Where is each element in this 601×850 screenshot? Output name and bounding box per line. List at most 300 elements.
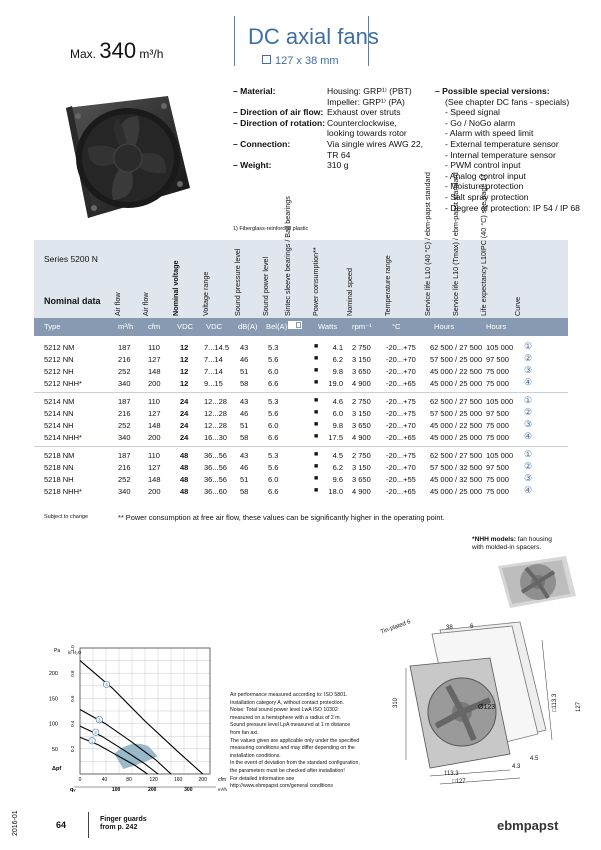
column-header: Air flow: [141, 292, 150, 316]
data-cell: ③: [524, 473, 533, 483]
data-cell: 4.6: [332, 397, 343, 406]
data-cell: 4 900: [352, 433, 371, 442]
data-cell: ■: [314, 397, 319, 404]
data-cell: 9...15: [204, 379, 223, 388]
y-axis-label: Δpf: [52, 766, 62, 772]
column-header: Temperature range: [383, 255, 392, 316]
data-cell: 48: [180, 451, 189, 460]
data-cell: 19.0: [328, 379, 343, 388]
x-tick-cfm: 160: [173, 777, 183, 783]
spec-row: [233, 160, 437, 171]
unit-cell: Type: [44, 322, 61, 331]
special-item: - Alarm with speed limit: [445, 128, 534, 139]
nhh-photo: [496, 556, 576, 608]
data-cell: 51: [240, 475, 249, 484]
data-cell: 2 750: [352, 397, 371, 406]
data-cell: 62 500 / 27 500: [430, 343, 483, 352]
data-cell: 252: [118, 367, 131, 376]
group-separator: [34, 446, 568, 447]
x-unit-cfm: cfm: [218, 777, 227, 783]
data-cell: 148: [148, 421, 161, 430]
data-cell: 16...30: [204, 433, 227, 442]
fan-size: [262, 55, 339, 67]
data-cell: ④: [524, 431, 533, 441]
column-header: Air flow: [113, 292, 122, 316]
performance-chart: [32, 640, 227, 800]
perf-note-line: installation conditions.: [230, 752, 281, 759]
square-icon: [262, 55, 271, 64]
spec-row: [233, 139, 437, 150]
data-cell: 5.6: [268, 409, 279, 418]
data-cell: 3 150: [352, 355, 371, 364]
data-cell: 187: [118, 451, 131, 460]
series-label: 2: [94, 730, 97, 735]
data-cell: 7...14: [204, 367, 223, 376]
y-tick-label: 200: [48, 671, 58, 678]
spec-key: [233, 128, 327, 139]
x-tick-m3h: 200: [148, 787, 157, 793]
nhh-note: [472, 536, 552, 552]
data-cell: 43: [240, 343, 249, 352]
data-cell: 105 000: [486, 343, 514, 352]
data-cell: 6.6: [268, 433, 279, 442]
spec-value: looking towards rotor: [327, 128, 407, 139]
data-cell: 43: [240, 451, 249, 460]
data-cell: 75 000: [486, 487, 509, 496]
perf-note-line: For detailed information see: [230, 775, 295, 782]
data-cell: -20...+70: [386, 421, 416, 430]
data-cell: 9.8: [332, 421, 343, 430]
type-cell: 5218 NH: [44, 475, 74, 484]
data-cell: 58: [240, 433, 249, 442]
data-cell: ■: [314, 343, 319, 350]
data-cell: ■: [314, 487, 319, 494]
column-header: Sound power level: [261, 256, 270, 316]
data-cell: 6.2: [332, 355, 343, 364]
x-tick-cfm: 0: [78, 777, 82, 783]
y-tick-label: 50: [51, 746, 58, 753]
column-header: Service life L10 (Tmax) / ebm-papst standard: [451, 172, 460, 316]
x-tick-m3h: 100: [111, 787, 121, 793]
data-cell: 3 650: [352, 475, 371, 484]
dim-127-bottom: □127: [452, 779, 466, 785]
x-axis-label: qᵥ: [70, 787, 76, 793]
data-cell: 75 000: [486, 475, 509, 484]
spec-row: [233, 97, 437, 108]
data-cell: 110: [148, 343, 160, 352]
type-cell: 5214 NN: [44, 409, 74, 418]
data-cell: 12...28: [204, 409, 227, 418]
y-tick-label-inh2o: 0.4: [70, 720, 75, 727]
column-header: Voltage range: [201, 271, 210, 316]
data-cell: 62 500 / 27 500: [430, 397, 483, 406]
data-cell: 216: [118, 463, 131, 472]
data-cell: 24: [180, 421, 189, 430]
dim-4-5: 4.5: [530, 756, 539, 762]
data-cell: 36...60: [204, 487, 227, 496]
perf-note-line: Air performance measured according to: ISO 5801.: [230, 692, 348, 698]
guards-line1: Finger guards: [100, 816, 147, 823]
data-cell: 57 500 / 25 000: [430, 355, 483, 364]
data-cell: 62 500 / 27 500: [430, 451, 483, 460]
data-cell: 57 500 / 25 000: [430, 409, 483, 418]
special-heading: – Possible special versions:: [435, 86, 550, 96]
data-cell: 5.3: [268, 451, 279, 460]
data-cell: 58: [240, 487, 249, 496]
data-cell: ■: [314, 451, 319, 458]
data-cell: ①: [524, 395, 533, 405]
special-item: - PWM control input: [445, 160, 521, 171]
special-item: - Analog control input: [445, 170, 526, 181]
data-cell: 45 000 / 22 500: [430, 367, 483, 376]
type-cell: 5214 NHH*: [44, 433, 82, 442]
data-cell: -20...+70: [386, 367, 416, 376]
data-cell: ④: [524, 485, 533, 495]
data-cell: 252: [118, 475, 131, 484]
special-item: - External temperature sensor: [445, 138, 559, 149]
data-cell: 4.5: [332, 451, 343, 460]
logo-papst: papst: [523, 818, 559, 833]
perf-note-line: In the event of deviation from the standard configuration,: [230, 760, 360, 767]
data-cell: 5.3: [268, 397, 279, 406]
spec-value: 310 g: [327, 160, 349, 171]
data-cell: 12: [180, 367, 189, 376]
unit-cell: dB(A): [238, 322, 258, 331]
dim-tin: Tin-plated 6: [380, 619, 412, 636]
perf-note-line: http://www.ebmpapst.com/general conditions: [230, 783, 333, 790]
fan-size-text: 127 x 38 mm: [275, 55, 339, 67]
data-cell: ②: [524, 461, 533, 471]
data-cell: 2 750: [352, 343, 371, 352]
table-row: [34, 486, 568, 498]
data-cell: 18.0: [328, 487, 343, 496]
data-cell: 24: [180, 409, 189, 418]
spec-row: [233, 107, 437, 118]
spec-value: TR 64: [327, 149, 351, 160]
column-header: Life expectancy L10IPC (40 °C) see page 17: [479, 173, 488, 316]
data-cell: 75 000: [486, 421, 509, 430]
data-cell: 36...56: [204, 451, 227, 460]
data-cell: 5.6: [268, 463, 279, 472]
spec-value: Via single wires AWG 22,: [327, 138, 424, 149]
data-cell: 12...28: [204, 397, 227, 406]
special-item: - Speed signal: [445, 107, 500, 118]
bearing-legend-icon: [288, 321, 302, 330]
spec-row: [233, 128, 437, 139]
series-label: 1: [90, 738, 94, 744]
spec-value: Impeller: GRP¹⁾ (PA): [327, 96, 405, 107]
data-cell: 36...56: [204, 475, 227, 484]
data-cell: ■: [314, 379, 319, 386]
nhh-line2: with molded-in spacers.: [472, 544, 542, 551]
performance-notes: [230, 692, 380, 791]
data-cell: 97 500: [486, 355, 509, 364]
unit-cell: Hours: [434, 322, 455, 331]
page-title: DC axial fans: [248, 24, 379, 49]
table-row: [34, 474, 568, 486]
type-cell: 5218 NM: [44, 451, 75, 460]
data-cell: ■: [314, 409, 319, 416]
data-cell: 75 000: [486, 379, 509, 388]
spec-key: [233, 150, 327, 161]
spec-value: Counterclockwise,: [327, 117, 397, 128]
perf-note-line: the parameters must be checked after installation!: [230, 767, 345, 774]
logo-ebm: ebm: [497, 818, 524, 833]
page-number: 64: [56, 820, 67, 830]
spec-key: – Direction of rotation:: [233, 117, 326, 128]
y-unit-label: in H₂O: [68, 650, 82, 655]
nominal-label: Nominal data: [44, 296, 101, 306]
data-cell: 57 500 / 32 500: [430, 463, 483, 472]
special-item: (See chapter DC fans - specials): [445, 96, 570, 107]
data-cell: 6.0: [268, 421, 279, 430]
spec-key: – Connection:: [233, 138, 291, 149]
data-cell: ④: [524, 377, 533, 387]
data-cell: 46: [240, 355, 249, 364]
data-cell: 97 500: [486, 463, 509, 472]
nhh-text: fan housing: [515, 536, 552, 543]
max-value: 340: [99, 38, 137, 63]
type-cell: 5218 NHH*: [44, 487, 82, 496]
data-cell: 127: [148, 355, 161, 364]
data-cell: 127: [148, 463, 161, 472]
data-cell: 3 650: [352, 367, 371, 376]
unit-cell: rpm⁻¹: [352, 322, 372, 331]
y-tick-label: 150: [48, 696, 58, 703]
material-footnote: 1) Fiberglass-reinforced plastic: [233, 226, 309, 232]
data-cell: 97 500: [486, 409, 509, 418]
table-row: [34, 432, 568, 444]
column-header: Power consumption**: [311, 247, 320, 316]
x-tick-m3h: 300: [184, 787, 193, 793]
unit-cell: Hours: [486, 322, 507, 331]
data-cell: -20...+70: [386, 463, 416, 472]
dimension-drawing: [370, 620, 570, 790]
column-header: Sound pressure level: [233, 248, 242, 316]
type-cell: 5212 NN: [44, 355, 74, 364]
nhh-bold: *NHH models:: [472, 536, 516, 543]
table-row: [34, 354, 568, 366]
data-cell: ■: [314, 355, 319, 362]
perf-note-line: Installation category A, without contact protection.: [230, 699, 344, 706]
data-cell: ■: [314, 421, 319, 428]
dim-6: 6: [470, 624, 474, 630]
table-row: [34, 396, 568, 408]
footer-divider: [88, 812, 89, 838]
data-cell: 6.0: [332, 409, 343, 418]
series-label: Series 5200 N: [44, 254, 98, 264]
perf-note-line: measured on a hemisphere with a radius of 2 m.: [230, 714, 342, 721]
dim-4-3: 4.3: [512, 764, 521, 770]
table-row: [34, 462, 568, 474]
special-item: - Salt spray protection: [445, 191, 529, 202]
data-cell: -20...+75: [386, 409, 416, 418]
y-unit-pa: Pa: [54, 648, 61, 654]
data-cell: 4 900: [352, 379, 371, 388]
spec-key: [233, 97, 327, 108]
data-cell: 6.0: [268, 475, 279, 484]
data-cell: 48: [180, 475, 189, 484]
data-cell: 216: [118, 355, 131, 364]
max-unit: m³/h: [139, 47, 164, 61]
table-row: [34, 408, 568, 420]
special-item: - Degree of protection: IP 54 / IP 68: [445, 202, 580, 213]
data-cell: 6.0: [268, 367, 279, 376]
data-cell: 46: [240, 463, 249, 472]
units-row: [34, 318, 568, 336]
data-cell: ③: [524, 419, 533, 429]
data-cell: 340: [118, 379, 131, 388]
dim-127: 127: [576, 701, 582, 712]
data-cell: ■: [314, 463, 319, 470]
data-cell: 252: [118, 421, 131, 430]
y-tick-label-inh2o: 0.8: [70, 670, 75, 677]
x-tick-cfm: 40: [101, 777, 108, 783]
data-cell: ■: [314, 433, 319, 440]
x-tick-cfm: 80: [126, 777, 132, 783]
data-cell: 45 000 / 25 000: [430, 487, 483, 496]
footer-year: 2016-01: [12, 810, 19, 836]
column-header: Service life L10 (40 °C) / ebm-papst standard: [423, 172, 432, 316]
data-cell: ②: [524, 353, 533, 363]
data-cell: ①: [524, 341, 533, 351]
data-cell: 6.2: [332, 463, 343, 472]
spec-key: – Direction of air flow:: [233, 107, 324, 118]
data-cell: 7...14: [204, 355, 223, 364]
type-cell: 5212 NH: [44, 367, 74, 376]
series-label: 3: [98, 717, 101, 723]
data-cell: 17.5: [328, 433, 343, 442]
data-cell: 36...56: [204, 463, 227, 472]
data-cell: 4 900: [352, 487, 371, 496]
data-cell: 200: [148, 433, 161, 442]
data-cell: 12...28: [204, 421, 227, 430]
unit-cell: Watts: [318, 322, 338, 331]
data-cell: 12: [180, 379, 189, 388]
data-cell: 110: [148, 451, 160, 460]
x-tick-cfm: 120: [149, 777, 158, 783]
spec-list: [233, 86, 437, 171]
data-cell: 200: [148, 379, 161, 388]
special-item: - Go / NoGo alarm: [445, 117, 516, 128]
data-cell: 24: [180, 433, 189, 442]
unit-cell: cfm: [148, 322, 161, 331]
dim-38: 38: [446, 625, 453, 631]
data-cell: 340: [118, 487, 131, 496]
guards-line2: from p. 242: [100, 824, 138, 831]
y-tick-label-inh2o: 1.0: [70, 645, 75, 652]
data-cell: 148: [148, 367, 161, 376]
data-cell: -20...+70: [386, 355, 416, 364]
data-cell: 6.6: [268, 379, 279, 388]
data-cell: 3 650: [352, 421, 371, 430]
data-cell: 46: [240, 409, 249, 418]
data-cell: 2 750: [352, 451, 371, 460]
group-separator: [34, 392, 568, 393]
data-cell: 4.1: [332, 343, 343, 352]
type-cell: 5214 NM: [44, 397, 75, 406]
power-note: ** Power consumption at free air flow, these values can be significantly higher in the operating point.: [118, 513, 445, 522]
unit-cell: VDC: [177, 322, 194, 331]
data-cell: 5.6: [268, 355, 279, 364]
perf-note-line: The values given are applicable only under the specified: [230, 737, 360, 744]
spec-value: Housing: GRP¹⁾ (PBT): [327, 86, 412, 96]
data-cell: 340: [118, 433, 131, 442]
spec-value: Exhaust over struts: [327, 107, 401, 118]
header-divider-left: [234, 16, 235, 66]
table-row: [34, 378, 568, 390]
data-cell: -20...+65: [386, 379, 416, 388]
data-cell: ■: [314, 475, 319, 482]
table-row: [34, 366, 568, 378]
type-cell: 5218 NN: [44, 463, 74, 472]
data-cell: 9.6: [332, 475, 343, 484]
data-cell: 127: [148, 409, 161, 418]
x-tick-cfm: 200: [198, 777, 207, 783]
ebmpapst-logo: [497, 818, 558, 833]
finger-guards-link[interactable]: [100, 816, 147, 832]
data-cell: 75 000: [486, 433, 509, 442]
max-airflow: [70, 38, 163, 64]
unit-cell: VDC: [206, 322, 223, 331]
data-cell: ③: [524, 365, 533, 375]
data-cell: 45 000 / 32 500: [430, 475, 483, 484]
data-cell: 105 000: [486, 397, 514, 406]
spec-row: [233, 118, 437, 129]
max-prefix: Max.: [70, 47, 97, 61]
data-cell: 3 150: [352, 463, 371, 472]
data-cell: 48: [180, 463, 189, 472]
data-cell: -20...+65: [386, 433, 416, 442]
y-tick-label-inh2o: 0.2: [70, 745, 75, 753]
dim-123: Ø123: [478, 704, 496, 711]
subject-to-change: Subject to change: [44, 514, 89, 520]
data-cell: -20...+55: [386, 475, 416, 484]
dim-113-3: □113.3: [552, 693, 558, 712]
data-cell: 3 150: [352, 409, 371, 418]
data-cell: 200: [148, 487, 161, 496]
type-cell: 5214 NH: [44, 421, 74, 430]
data-cell: 110: [148, 397, 160, 406]
data-cell: -20...+75: [386, 451, 416, 460]
spec-key: – Weight:: [233, 160, 272, 171]
data-cell: 9.8: [332, 367, 343, 376]
unit-cell: Bel(A): [266, 322, 288, 331]
table-row: [34, 450, 568, 462]
fan-photo: [48, 88, 198, 226]
special-item: - Moisture protection: [445, 181, 524, 192]
unit-cell: m³/h: [118, 322, 134, 331]
dim-310: 310: [393, 697, 399, 708]
column-header: Nominal voltage: [171, 260, 180, 316]
data-cell: 51: [240, 367, 249, 376]
special-item: - Internal temperature sensor: [445, 149, 556, 160]
data-cell: 45 000 / 25 000: [430, 433, 483, 442]
data-cell: -20...+75: [386, 397, 416, 406]
data-cell: 43: [240, 397, 249, 406]
data-cell: 216: [118, 409, 131, 418]
data-cell: 45 000 / 22 500: [430, 421, 483, 430]
data-cell: 7...14.5: [204, 343, 230, 352]
spec-key: – Material:: [233, 86, 276, 96]
y-tick-label: 100: [48, 721, 58, 728]
data-cell: 148: [148, 475, 161, 484]
x-unit-m3h: m³/h: [218, 787, 227, 792]
series-label: 4: [105, 682, 108, 688]
data-cell: ①: [524, 449, 533, 459]
data-cell: 5.3: [268, 343, 279, 352]
table-row: [34, 342, 568, 354]
